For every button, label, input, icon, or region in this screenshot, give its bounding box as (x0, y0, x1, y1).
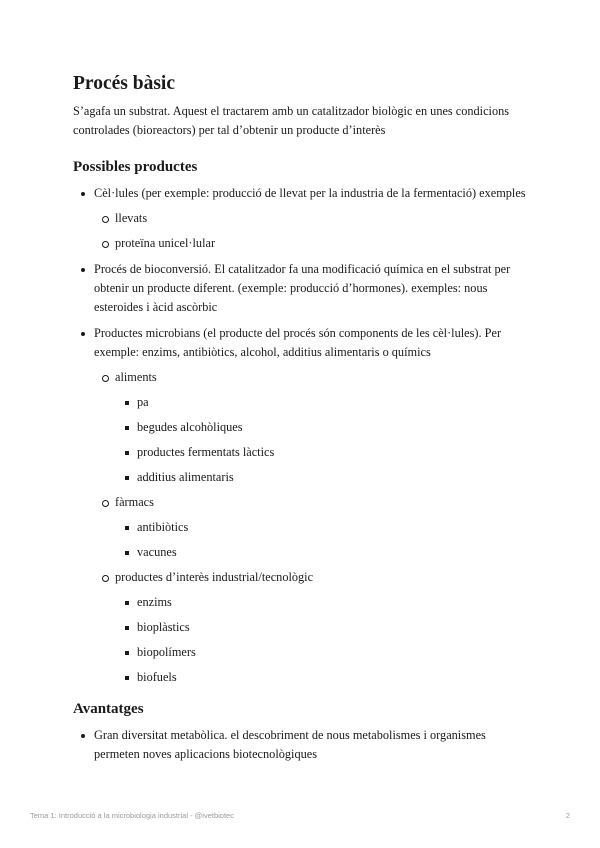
sublist-item (94, 368, 533, 487)
subsublist-item-text: biopolímers (137, 645, 196, 659)
list-item (73, 260, 533, 317)
subsublist-item (115, 393, 533, 412)
subsublist-item (115, 668, 533, 687)
list-item-text: Gran diversitat metabòlica. el descobriment de nous metabolismes i organismes permeten noves aplicacions biotecnològiques (94, 728, 486, 761)
subsublist-item (115, 543, 533, 562)
subsublist-item (115, 518, 533, 537)
subsublist-item-text: begudes alcohòliques (137, 420, 243, 434)
subsublist-item (115, 643, 533, 662)
list-item (73, 726, 533, 764)
intro-paragraph: S’agafa un substrat. Aquest el tractarem amb un catalitzador biològic en unes condicions controlades (bioreactors) per tal d’obtenir un producte d’interès (73, 104, 510, 137)
subsublist-item-text: biofuels (137, 670, 177, 684)
list-item-text: Procés de bioconversió. El catalitzador fa una modificació química en el substrat per obtenir un producte diferent. (exemple: producció d’hormones). exemples: nous esteroides i àcid ascòrbic (94, 262, 511, 314)
sublist-item-text: proteïna unicel·lular (115, 236, 216, 250)
footer-text: Tema 1: Introducció a la microbiologia industrial - @ivetbiotec (30, 811, 234, 820)
subsublist-item-text: enzims (137, 595, 172, 609)
sublist-item (94, 234, 533, 253)
list-item-text: Cèl·lules (per exemple: producció de llevat per la industria de la fermentació) exemples (94, 186, 526, 200)
avantatges-list (73, 726, 533, 764)
subsublist-item (115, 468, 533, 487)
page-content (73, 72, 533, 771)
sublist-item-text: productes d’interès industrial/tecnològic (115, 570, 314, 584)
subsublist-item-text: vacunes (137, 545, 177, 559)
subsublist-item-text: pa (137, 395, 149, 409)
list-item-text: Productes microbians (el producte del procés són components de les cèl·lules). Per exemple: enzims, antibiòtics, alcohol, additius alimentaris o químics (94, 326, 502, 359)
sublist-item-text: aliments (115, 370, 157, 384)
subsublist-item (115, 618, 533, 637)
sublist (94, 209, 533, 253)
section-title: Procés bàsic (73, 73, 175, 94)
sublist (94, 368, 533, 687)
subsublist-item (115, 443, 533, 462)
page-number: 2 (565, 811, 570, 820)
subsection-title-avantatges: Avantatges (73, 701, 144, 717)
sublist-item-text: llevats (115, 211, 148, 225)
list-item (73, 184, 533, 253)
subsublist-item (115, 593, 533, 612)
sublist-item-text: fàrmacs (115, 495, 154, 509)
subsublist-item-text: bioplàstics (137, 620, 190, 634)
subsection-title-possibles: Possibles productes (73, 159, 198, 175)
possibles-list (73, 184, 533, 687)
sublist-item (94, 209, 533, 228)
subsublist-item-text: productes fermentats làctics (137, 445, 275, 459)
sublist-item (94, 493, 533, 562)
subsublist (115, 593, 533, 687)
subsublist-item-text: antibiòtics (137, 520, 189, 534)
subsublist-item-text: additius alimentaris (137, 470, 234, 484)
subsublist (115, 518, 533, 562)
page-footer (30, 811, 570, 820)
subsublist-item (115, 418, 533, 437)
sublist-item (94, 568, 533, 687)
list-item (73, 324, 533, 687)
subsublist (115, 393, 533, 487)
